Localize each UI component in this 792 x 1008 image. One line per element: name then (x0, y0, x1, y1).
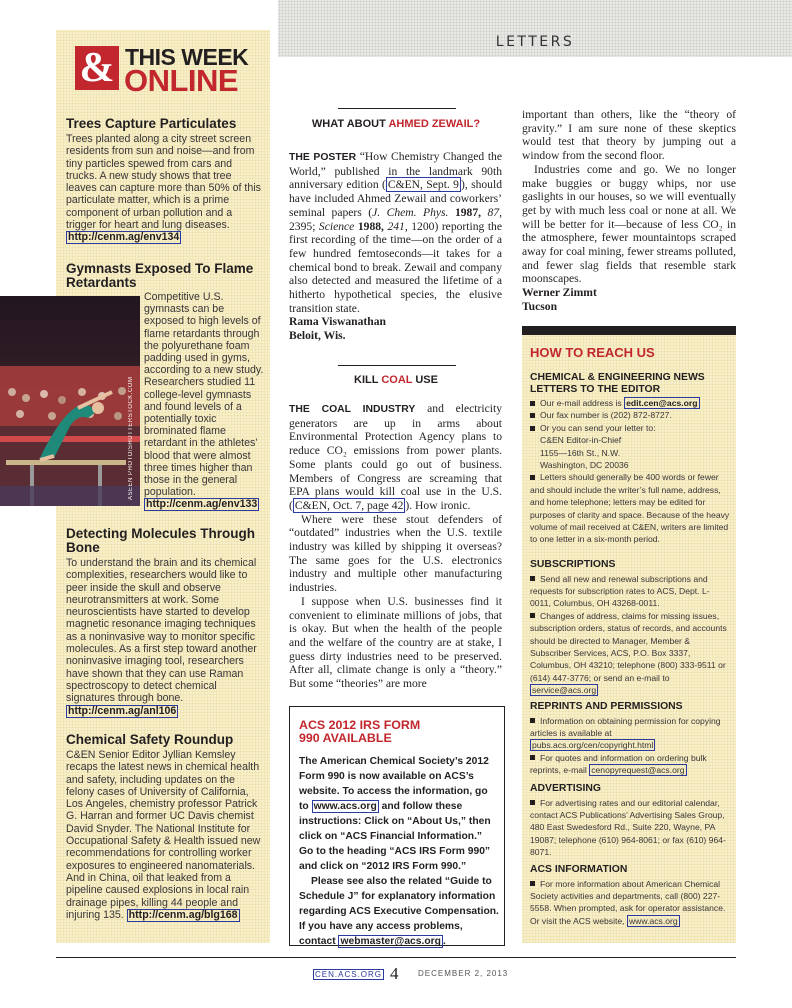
item-title: Trees Capture Particulates (66, 116, 237, 131)
letter-coal-part1: THE COAL INDUSTRY and electricity generators are up in arms about Environmental Protection Agency plans to reduce CO₂ emissions from power plants. Some plants could go out of business. Members of Congress are screaming that EPA plans would kill coal use in the U.S. ( C&EN, Oct. 7, page 42 ). How ironic. Where were these stout defenders of “outdated” industries when the U.S. textile industry was killed by shipping it overseas? The same goes for the U.S. electronics industry and multiple other manufacturing industries. I suppose when U.S. businesses find it convenient to eliminate millions of jobs, that is okay. But when the health of the people and the welfare of the country are at stake, I guess dirty industries need to be preserved. After all, climate change is only a “theory.” But some “theories” are more (289, 402, 503, 691)
item-title: Detecting Molecules Through Bone (66, 526, 256, 555)
reach-letters-section: CHEMICAL & ENGINEERING NEWS LETTERS TO THE EDITOR Our e-mail address is edit.cen@acs.org Our fax number is (202) 872-8727. Or you can send your letter to: C&EN Editor-in-Chief 1155—16th St., N.W. Washington, DC 20036 Letters should generally be 400 words or fewer and should include the writer’s full name, address, and home telephone; letters may be edited for purposes of clarity and space. Because of the heavy volume of mail received at C&EN, writers are limited to one letter in a six-month period. (530, 372, 730, 545)
letter-head-rule (338, 365, 456, 366)
letter-heading: KILL COAL USE (354, 374, 438, 386)
bullet-icon (530, 881, 535, 886)
signature-name: Rama Viswanathan (289, 315, 386, 329)
signature-place: Beloit, Wis. (289, 329, 346, 343)
item-body: C&EN Senior Editor Jyllian Kemsley recaps the latest news in chemical health and safety, including updates on the felony cases of University of California, Los Angeles, chemistry professor Patrick G. Harran and former UC Davis chemist David Snyder. The National Institute for Occupational Safety & Health issued new recommendations for controlling worker exposures to engineered nanomaterials. And in China, oil that leaked from a pipeline caused explosions in local rain drainage pipes, killing 44 people and injuring 135. http://cenm.ag/blg168 (66, 749, 261, 921)
item-title: Chemical Safety Roundup (66, 732, 234, 747)
item-link[interactable]: http://cenm.ag/anl106 (68, 704, 177, 717)
gymnast-photo (0, 296, 140, 506)
item-body: Trees planted along a city street screen residents from sun and noise—and from tiny particles spewed from cars and trucks. A new study shows that tree leaves can capture more than 50% of this particulate matter, which is a prime component of urban pollution and a trigger for heart and lung diseases. http://cenm.ag/env134 (66, 133, 261, 244)
bullet-icon (530, 413, 535, 418)
item-link[interactable]: http://cenm.ag/blg168 (128, 908, 238, 921)
site-link[interactable]: CEN.ACS.ORG (315, 970, 383, 979)
reach-top-bar (522, 326, 736, 335)
reach-title: HOW TO REACH US (530, 345, 655, 360)
service-email-link[interactable]: service@acs.org (532, 685, 597, 696)
bullet-icon (530, 718, 535, 723)
bullet-icon (530, 401, 535, 406)
bullet-icon (530, 576, 535, 581)
irs-body: The American Chemical Society’s 2012 Form 990 is now available on ACS’s website. To access the information, go to www.acs.org and follow these instructions: Click on “About Us,” then click on “ACS Financial Information.” Go to the heading “ACS IRS Form 990” and click on “2012 IRS Form 990.” Please see also the related “Guide to Schedule J” for explanatory information regarding ACS Executive Compensation. If you have any access problems, contact webmaster@acs.org . (299, 756, 499, 947)
issue-date: DECEMBER 2, 2013 (418, 969, 509, 978)
ampersand-logo-icon: & (75, 46, 119, 90)
letter-coal-part2: important than others, like the “theory of gravity.” I am sure none of these skeptics would test that theory by jumping out a window from the second floor. Industries come and go. We no longer make buggies or buggy whips, nor use gaslights in our houses, so we will eventually get by with much less coal or none at all. We will be better for it—because of less CO₂ in the atmosphere, fewer mountaintops scraped away for coal mining, fewer streams polluted, and fewer slag fields that resemble stark moonscapes. Werner Zimmt Tucson (522, 108, 736, 313)
editor-email-link[interactable]: edit.cen@acs.org (626, 398, 698, 408)
signature-place: Tucson (522, 299, 558, 313)
reprint-email-link[interactable]: cenopyrequest@acs.org (591, 765, 685, 776)
reach-advertising-section: ADVERTISING For advertising rates and our editorial calendar, contact ACS Publications’ Advertising Sales Group, 480 East Swedesford Rd., Suite 220, Wayne, PA 19087; telephone (610) 964-8061; or fax (610) 964-8071. (530, 783, 726, 858)
letter-heading: WHAT ABOUT AHMED ZEWAIL? (311, 118, 481, 130)
gymnast-photo-image (0, 296, 140, 506)
footer-rule (56, 957, 736, 958)
webmaster-email-link[interactable]: webmaster@acs.org (340, 936, 441, 947)
reach-subscriptions-section: SUBSCRIPTIONS Send all new and renewal subscriptions and requests for subscription rates to ACS, Dept. L-0011, Columbus, OH 43268-0011. Changes of address, claims for missing issues, subscription orders, status of records, and accounts should be directed to Manager, Member & Subscriber Services, ACS, P.O. Box 3337, Columbus, OH 43210; telephone (800) 333-9511 or (614) 447-3776; or send an e-mail to service@acs.org (530, 559, 727, 696)
online-item-trees (66, 117, 262, 244)
acs-website-link[interactable]: www.acs.org (313, 801, 377, 812)
page-number: 4 (390, 964, 399, 983)
irs-form-box (289, 706, 505, 946)
item-body: To understand the brain and its chemical complexities, researchers would like to peer inside the skull and observe neurotransmitters at work. Some neuroscientists have started to develop magnetic resonance imaging techniques as a noninvasive way to monitor specific molecules. As a first step toward another noninvasive imaging tool, researchers have shown that they can use Raman spectroscopy to detect chemical signatures through bone. http://cenm.ag/anl106 (66, 557, 257, 717)
logo-line1: THIS WEEK (125, 44, 249, 70)
gymnasts-body: Competitive U.S. gymnasts can be exposed to high levels of flame retardants through the polyurethane foam padding used in gyms, according to a new study. Researchers studied 11 college-level gymnasts and found levels of a potentially toxic brominated flame retardant in the athletes’ blood that were almost three times higher than those in the general population. http://cenm.ag/env133 (144, 291, 264, 511)
online-item-molecules (66, 527, 262, 718)
bullet-icon (530, 755, 535, 760)
signature-name: Werner Zimmt (522, 286, 597, 300)
letter-head-rule (338, 108, 456, 109)
reach-reprints-section: REPRINTS AND PERMISSIONS Information on obtaining permission for copying articles is available at pubs.acs.org/cen/copyright.html For quotes and information on ordering bulk reprints, e-mail cenopyrequest@acs.org (530, 701, 721, 776)
citation-link[interactable]: C&EN, Sept. 9 (387, 178, 459, 192)
how-to-reach-us (522, 335, 736, 943)
section-title: LETTERS (495, 34, 575, 50)
item-title: Gymnasts Exposed To Flame Retardants (66, 261, 254, 290)
photo-credit: ASEEN PHOTO/SHUTTERSTOCK.COM (128, 376, 134, 500)
bullet-icon (530, 613, 535, 618)
bullet-icon (530, 800, 535, 805)
item-link[interactable]: http://cenm.ag/env134 (68, 231, 180, 244)
letter-zewail: THE POSTER “How Chemistry Changed the World,” published in the landmark 90th anniversary edition ( C&EN, Sept. 9 ), should have included Ahmed Zewail and coworkers’ seminal papers (J. Chem. Phys. 1987, 87, 2395; Science 1988, 241, 1200) reporting the first recording of the time—on the order of a few hundred femtoseconds—it takes for a chemical bond to break. Zewail and company also detected and measured the lifetime of a hitherto hypothetical species, the elusive transition state. Rama Viswanathan Beloit, Wis. (289, 150, 502, 343)
logo-line2: ONLINE (124, 63, 239, 98)
online-item-gymnasts (66, 262, 262, 292)
item-link[interactable]: http://cenm.ag/env133 (146, 498, 258, 511)
citation-link[interactable]: C&EN, Oct. 7, page 42 (294, 498, 404, 512)
online-item-safety (66, 733, 262, 922)
acs-website-link[interactable]: www.acs.org (628, 915, 678, 926)
irs-title: ACS 2012 IRS FORM 990 AVAILABLE (299, 718, 421, 745)
bullet-icon (530, 475, 535, 480)
copyright-link[interactable]: pubs.acs.org/cen/copyright.html (532, 740, 654, 751)
reach-acs-info-section: ACS INFORMATION For more information about American Chemical Society activities and departments, call (800) 227-5558. When prompted, ask for operator assistance. Or visit the ACS website, www.acs.org (530, 864, 726, 926)
bullet-icon (530, 426, 535, 431)
